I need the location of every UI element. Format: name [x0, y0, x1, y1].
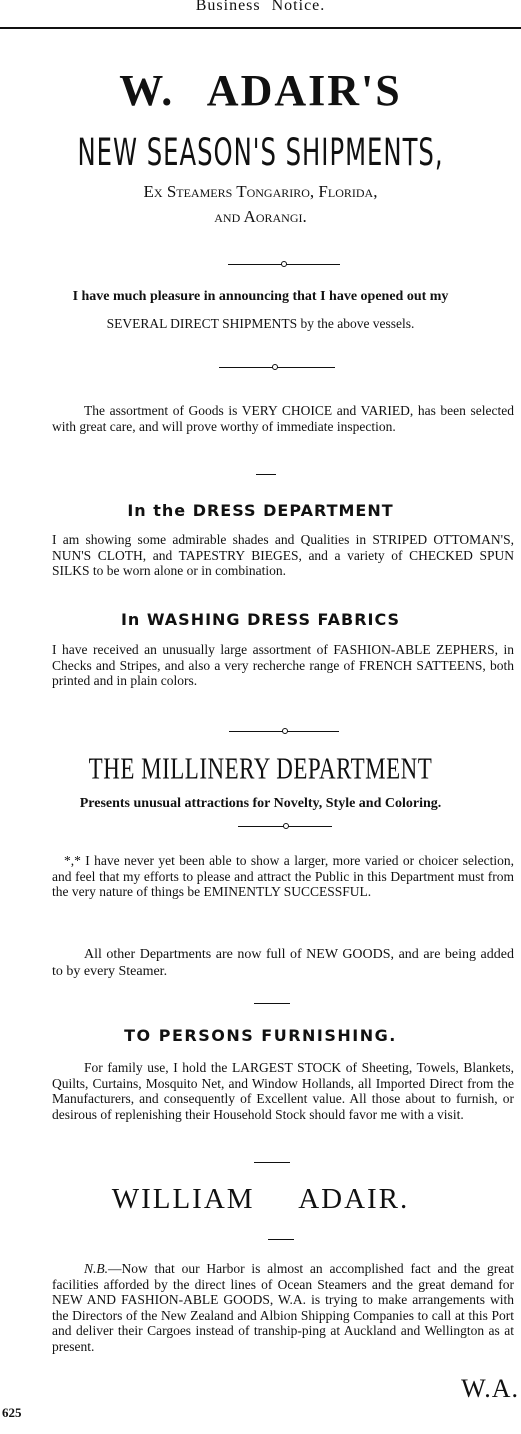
short-rule-2	[254, 1003, 290, 1004]
ad-headline: NEW SEASON'S SHIPMENTS,	[77, 132, 444, 175]
furnishing-text: For family use, I hold the LARGEST STOCK of Sheeting, Towels, Blankets, Quilts, Curtains, Mosquito Net, and Window Hollands, all Imported Direct from the Manufacturers, and consequently of Excellent value. All those about to furnish, or desirous of replenishing their Household Stock should favor me with a visit.	[52, 1060, 514, 1122]
header-rule	[0, 27, 521, 29]
dress-heading: In the DRESS DEPARTMENT	[127, 501, 394, 520]
intro-line-1: I have much pleasure in announcing that I have opened out my	[72, 289, 449, 304]
millinery-paragraph	[52, 853, 514, 900]
nb-text: —Now that our Harbor is almost an accomplished fact and the great facilities afforded by the direct lines of Ocean Steamers and the great demand for NEW AND FASHION-ABLE GOODS, W.A. is trying to make arrangements with the Directors of the New Zealand and Albion Shipping Companies to call at this Port and deliver their Cargoes instead of tranship-ping at Auckland and Wellington as at present.	[52, 1261, 514, 1354]
washing-heading: In WASHING DRESS FABRICS	[120, 610, 401, 629]
intro-line-2: SEVERAL DIRECT SHIPMENTS by the above vessels.	[106, 316, 415, 331]
signature: WILLIAM ADAIR.	[111, 1183, 410, 1215]
furnishing-heading: TO PERSONS FURNISHING.	[124, 1026, 397, 1045]
short-rule-4	[268, 1239, 294, 1240]
short-rule-3	[254, 1162, 290, 1163]
furnishing-paragraph	[52, 1060, 514, 1122]
assortment-paragraph	[52, 403, 514, 434]
ships-line-1: Ex Steamers Tongariro, Florida,	[143, 182, 378, 201]
ships-line-2: and Aorangi.	[214, 207, 307, 226]
initials: W.A.	[461, 1374, 519, 1403]
other-departments-text: All other Departments are now full of NEW GOODS, and are being added to by every Steamer.	[52, 947, 514, 979]
millinery-heading: THE MILLINERY DEPARTMENT	[88, 751, 433, 786]
page-number: 625	[2, 1405, 22, 1420]
ad-name: W. ADAIR'S	[119, 66, 402, 115]
asterism: *,*	[64, 853, 81, 868]
header-title: Business Notice.	[195, 0, 326, 14]
short-rule-1	[256, 474, 276, 475]
nb-paragraph	[52, 1261, 514, 1355]
other-departments-paragraph	[52, 946, 514, 980]
washing-paragraph: I have received an unusually large assortment of FASHION-ABLE ZEPHERS, in Checks and Stripes, and also a very recherche range of FRENCH SATTEENS, both printed and in plain colors.	[52, 642, 514, 689]
assortment-text: The assortment of Goods is VERY CHOICE and VARIED, has been selected with great care, and will prove worthy of immediate inspection.	[52, 403, 514, 434]
nb-label: N.B.	[84, 1261, 109, 1276]
millinery-subheading: Presents unusual attractions for Novelty, Style and Coloring.	[79, 796, 442, 811]
millinery-text: I have never yet been able to show a larger, more varied or choicer selection, and feel that my efforts to please and attract the Public in this Department must from the very nature of things be EMINENTLY SUCCESSFUL.	[52, 853, 514, 900]
dress-paragraph: I am showing some admirable shades and Qualities in STRIPED OTTOMAN'S, NUN'S CLOTH, and TAPESTRY BIEGES, and a variety of CHECKED SPUN SILKS to be worn alone or in combination.	[52, 532, 514, 579]
